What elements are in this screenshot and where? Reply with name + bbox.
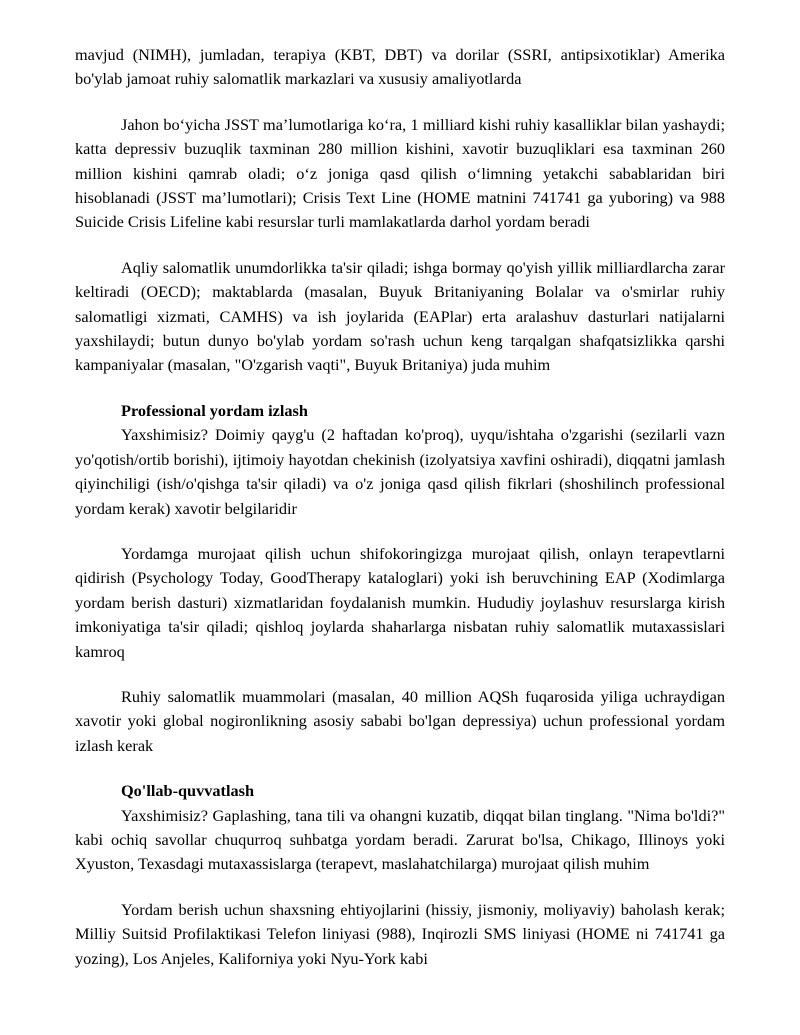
- paragraph-warning-signs: Yaxshimisiz? Doimiy qayg'u (2 haftadan ko'proq), uyqu/ishtaha o'zgarishi (sezilarli vazn yo'qotish/ortib borishi), ijtimoiy hayotdan chekinish (izolyatsiya xavfini oshiradi), diqqatni jamlash qiyinchiligi (ish/o'qishga ta'sir qiladi) va o'z joniga qasd qilish fikrlari (shoshilinch professional yordam kerak) xavotir belgilaridir: [75, 425, 725, 518]
- paragraph-seeking-help: Yordamga murojaat qilish uchun shifokoringizga murojaat qilish, onlayn terapevtlarni qidirish (Psychology Today, GoodTherapy kataloglari) yoki ish beruvchining EAP (Xodimlarga yordam berish dasturi) xizmatlaridan foydalanish mumkin. Hududiy joylashuv resurslarga kirish imkoniyatiga ta'sir qiladi; qishloq joylarda shaharlarga nisbatan ruhiy salomatlik mutaxassislari kamroq: [75, 543, 725, 661]
- paragraph-listening: Yaxshimisiz? Gaplashing, tana tili va ohangni kuzatib, diqqat bilan tinglang. "Nima bo'ldi?" kabi ochiq savollar chuqurroq suhbatga yordam beradi. Zarurat bo'lsa, Chikago, Illinoys yoki Xyuston, Texasdagi mutaxassislarga (terapevt, maslahatchilarga) murojaat qilish muhim: [75, 805, 725, 874]
- section-heading-professional-help: Professional yordam izlash: [121, 400, 308, 420]
- paragraph-assessing-needs: Yordam berish uchun shaxsning ehtiyojlarini (hissiy, jismoniy, moliyaviy) baholash kerak; Milliy Suitsid Profilaktikasi Telefon liniyasi (988), Inqirozli SMS liniyasi (HOME ni 741741 ga yozing), Los Anjeles, Kaliforniya yoki Nyu-York kabi: [75, 899, 725, 968]
- paragraph-professional-help-need: Ruhiy salomatlik muammolari (masalan, 40 million AQSh fuqarosida yiliga uchraydigan xavotir yoki global nogironlikning asosiy sababi bo'lgan depressiya) uchun professional yordam izlash kerak: [75, 686, 725, 755]
- paragraph-productivity: Aqliy salomatlik unumdorlikka ta'sir qiladi; ishga bormay qo'yish yillik milliardlarcha zarar keltiradi (OECD); maktablarda (masalan, Buyuk Britaniyaning Bolalar va o'smirlar ruhiy salomatligi xizmati, CAMHS) va ish joylarida (EAPlar) erta aralashuv dasturlari natijalarni yaxshilaydi; butun dunyo bo'ylab yordam so'rash uchun keng tarqalgan shafqatsizlikka qarshi kampaniyalar (masalan, "O'zgarish vaqti", Buyuk Britaniya) juda muhim: [75, 257, 725, 375]
- paragraph-who-statistics: Jahon boʻyicha JSST maʼlumotlariga koʻra, 1 milliard kishi ruhiy kasalliklar bilan yashaydi; katta depressiv buzuqlik taxminan 280 million kishini, xavotir buzuqliklari esa taxminan 260 million kishini qamrab oladi; oʻz joniga qasd qilish oʻlimning yetakchi sabablaridan biri hisoblanadi (JSST maʼlumotlari); Crisis Text Line (HOME matnini 741741 ga yuboring) va 988 Suicide Crisis Lifeline kabi resurslar turli mamlakatlarda darhol yordam beradi: [75, 114, 725, 232]
- section-heading-support: Qo'llab-quvvatlash: [121, 781, 255, 801]
- paragraph-nimh-continuation: mavjud (NIMH), jumladan, terapiya (KBT, DBT) va dorilar (SSRI, antipsixotiklar) Amerika bo'ylab jamoat ruhiy salomatlik markazlari va xususiy amaliyotlarda: [75, 45, 725, 89]
